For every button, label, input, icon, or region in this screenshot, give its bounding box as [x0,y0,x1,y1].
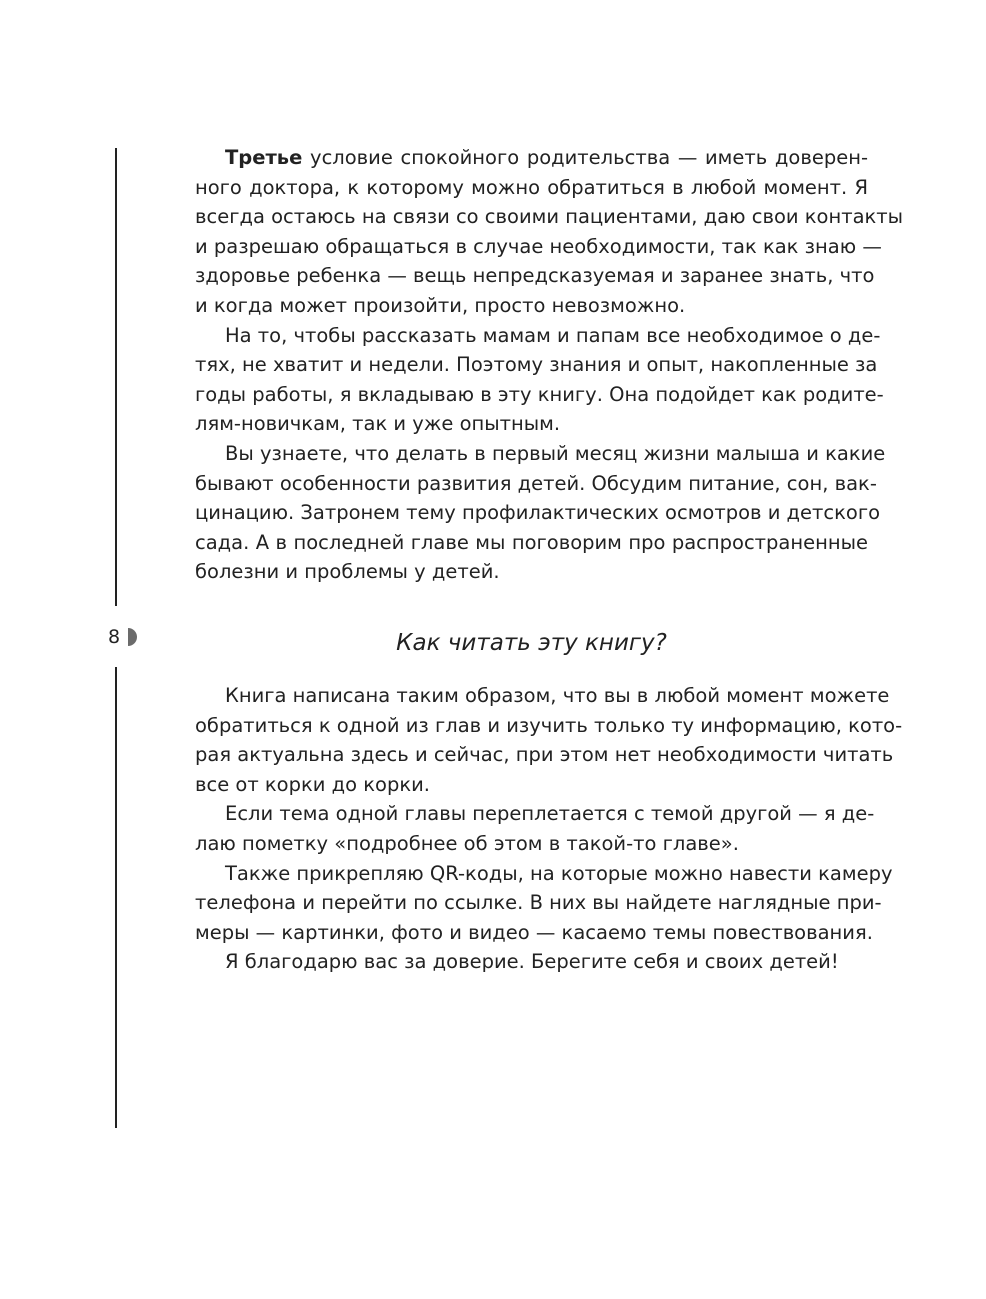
text-line: меры — картинки, фото и видео — касаемо темы повествования. [195,920,873,944]
text-line: обратиться к одной из глав и изучить только ту информацию, кото- [195,713,903,737]
text-line: цинацию. Затронем тему профилактических осмотров и детского [195,501,881,525]
text-line: болезни и проблемы у детей. [195,560,500,584]
text-line: Я благодарю вас за доверие. Берегите себя и своих детей! [225,950,839,974]
text-line: годы работы, я вкладываю в эту книгу. Она подойдет как родите- [195,382,884,406]
text-line: рая актуальна здесь и сейчас, при этом нет необходимости читать [195,743,894,767]
text-line: и когда может произойти, просто невозможно. [195,293,686,317]
text-line: и разрешаю обращаться в случае необходимости, так как знаю — [195,234,882,258]
text-line: Если тема одной главы переплетается с темой другой — я де- [225,802,875,826]
text-line: ного доктора, к которому можно обратиться в любой момент. Я [195,175,868,199]
paragraph [195,439,886,587]
page-marker-icon [128,628,137,646]
page-number: 8 [108,626,121,648]
text-line: Вы узнаете, что делать в первый месяц жизни малыша и какие [225,441,886,465]
text-line: лаю пометку «подробнее об этом в такой-то главе». [195,831,739,855]
text-line: всегда остаюсь на связи со своими пациентами, даю свои контакты [195,205,904,229]
text-line: бывают особенности развития детей. Обсудим питание, сон, вак- [195,471,877,495]
paragraph [195,681,903,799]
text-line: телефона и перейти по ссылке. В них вы найдете наглядные при- [195,891,882,915]
paragraph [195,321,884,439]
margin-rule-top [115,148,117,606]
paragraph [195,859,893,948]
text-line: здоровье ребенка — вещь непредсказуемая и заранее знать, что [195,264,875,288]
text-line [195,143,868,173]
text-line: лям-новичкам, так и уже опытным. [195,412,561,436]
paragraph [195,947,868,977]
section-how-to-read [195,681,903,977]
text-line: Также прикрепляю QR-коды, на которые можно навести камеру [225,861,893,885]
bold-lead: Третье [225,146,303,169]
section-heading: Как читать эту книгу? [396,630,667,656]
margin-rule-bottom [115,667,117,1128]
paragraph [195,143,904,321]
text-line: сада. А в последней главе мы поговорим про распространенные [195,530,868,554]
text-span: условие спокойного родительства — иметь доверен- [302,146,868,169]
text-line: все от корки до корки. [195,772,430,796]
text-line: Книга написана таким образом, что вы в любой момент можете [225,684,890,707]
paragraph [195,799,875,858]
section-intro [195,143,904,587]
text-line: На то, чтобы рассказать мамам и папам все необходимое о де- [225,323,881,347]
text-line: тях, не хватит и недели. Поэтому знания и опыт, накопленные за [195,353,878,377]
